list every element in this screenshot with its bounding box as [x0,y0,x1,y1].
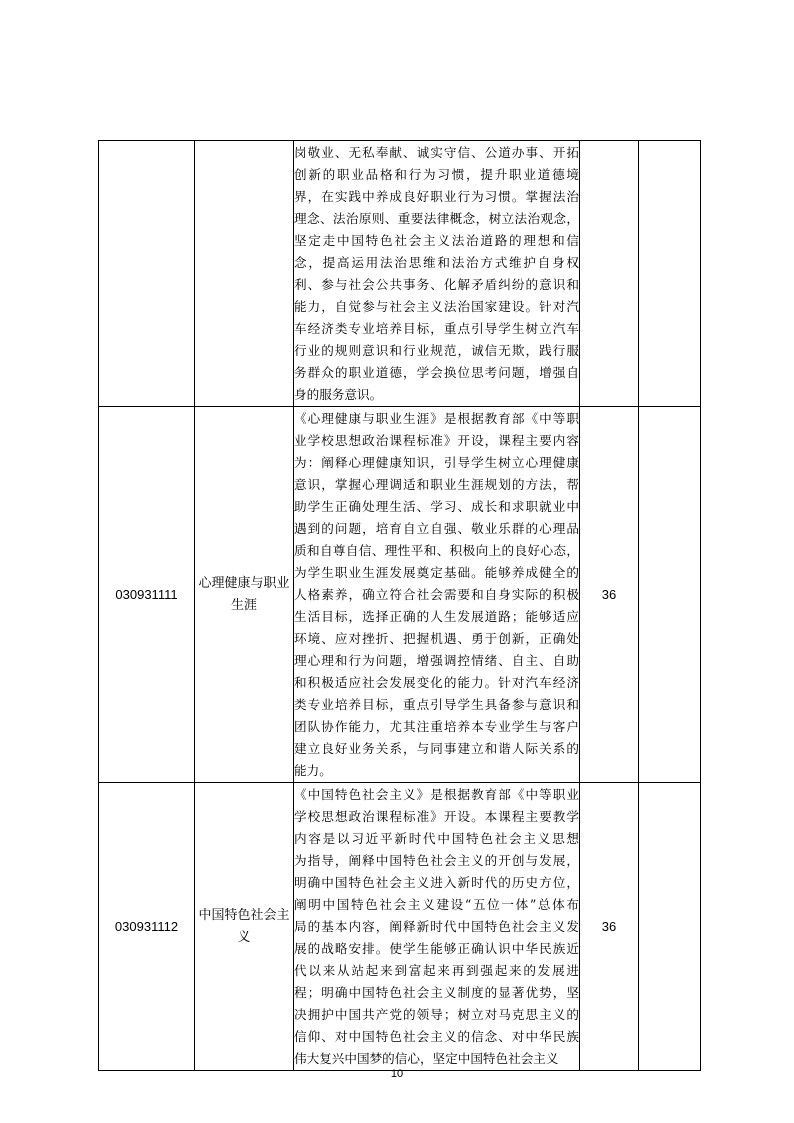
description-line: 团队协作能力，尤其注重培养本专业学生与客户 [294,719,579,734]
description-line: 展的战略安排。使学生能够正确认识中华民族近 [294,941,579,956]
description-line: 程；明确中国特色社会主义制度的显著优势，坚 [294,985,579,1000]
description-line: 遇到的问题，培育自立自强、敬业乐群的心理品 [294,521,579,536]
description-line: 身的服务意识。 [294,387,383,402]
course-name-cell: 心理健康与职业生涯 [195,407,294,783]
description-line: 环境、应对挫折、把握机遇、勇于创新，正确处 [294,631,579,646]
table-row [99,407,701,783]
description-line: 建立良好业务关系，与同事建立和谐人际关系的 [294,741,579,756]
course-table [98,140,701,1071]
description-line: 质和自尊自信、理性平和、积极向上的良好心态， [294,543,579,558]
description-line: 念，提高运用法治思维和法治方式维护自身权 [294,255,579,270]
page-number: 10 [390,1068,404,1080]
description-line: 能力。 [294,763,332,778]
course-description-cell [294,141,580,407]
course-hours-cell: 36 [580,407,639,783]
description-line: 坚定走中国特色社会主义法治道路的理想和信 [294,233,579,248]
description-line: 创新的职业品格和行为习惯，提升职业道德境 [294,167,579,182]
course-description-cell [294,407,580,783]
description-line: 明确中国特色社会主义进入新时代的历史方位， [294,875,579,890]
description-line: 业学校思想政治课程标准》开设，课程主要内容 [294,433,579,448]
course-code-cell: 030931112 [99,783,195,1071]
description-line: 意识，掌握心理调适和职业生涯规划的方法，帮 [294,477,579,492]
description-line: 为：阐释心理健康知识，引导学生树立心理健康 [294,455,579,470]
description-line: 阐明中国特色社会主义建设“五位一体”总体布 [294,897,579,912]
description-line: 伟大复兴中国梦的信心，坚定中国特色社会主义 [294,1051,559,1066]
course-code-cell: 030931111 [99,407,195,783]
empty-cell [639,783,701,1071]
description-line: 为学生职业生涯发展奠定基础。能够养成健全的 [294,565,579,580]
description-line: 信仰、对中国特色社会主义的信念、对中华民族 [294,1029,579,1044]
table-row [99,141,701,407]
description-line: 理念、法治原则、重要法律概念，树立法治观念， [294,211,579,226]
description-line: 能力，自觉参与社会主义法治国家建设。针对汽 [294,299,579,314]
description-line: 界，在实践中养成良好职业行为习惯。掌握法治 [294,189,579,204]
description-line: 代以来从站起来到富起来再到强起来的发展进 [294,963,579,978]
description-line: 《中国特色社会主义》是根据教育部《中等职业 [294,787,579,802]
description-line: 利、参与社会公共事务、化解矛盾纠纷的意识和 [294,277,579,292]
description-line: 内容是以习近平新时代中国特色社会主义思想 [294,831,579,846]
description-line: 理心理和行为问题，增强调控情绪、自主、自助 [294,653,579,668]
description-line: 局的基本内容，阐释新时代中国特色社会主义发 [294,919,579,934]
description-line: 岗敬业、无私奉献、诚实守信、公道办事、开拓 [294,145,579,160]
description-line: 《心理健康与职业生涯》是根据教育部《中等职 [294,411,579,426]
course-name-cell [195,141,294,407]
course-name-cell: 中国特色社会主义 [195,783,294,1071]
description-line: 助学生正确处理生活、学习、成长和求职就业中 [294,499,579,514]
description-line: 人格素养，确立符合社会需要和自身实际的积极 [294,587,579,602]
description-line: 生活目标，选择正确的人生发展道路；能够适应 [294,609,579,624]
description-line: 和积极适应社会发展变化的能力。针对汽车经济 [294,675,579,690]
empty-cell [639,141,701,407]
description-line: 行业的规则意识和行业规范，诚信无欺，践行服 [294,343,579,358]
description-line: 决拥护中国共产党的领导；树立对马克思主义的 [294,1007,579,1022]
course-hours-cell: 36 [580,783,639,1071]
course-code-cell [99,141,195,407]
description-line: 类专业培养目标，重点引导学生具备参与意识和 [294,697,579,712]
empty-cell [639,407,701,783]
description-line: 为指导，阐释中国特色社会主义的开创与发展， [294,853,579,868]
description-line: 学校思想政治课程标准》开设。本课程主要教学 [294,809,579,824]
table-row [99,783,701,1071]
description-line: 务群众的职业道德，学会换位思考问题，增强自 [294,365,579,380]
course-description-cell [294,783,580,1071]
course-hours-cell [580,141,639,407]
description-line: 车经济类专业培养目标，重点引导学生树立汽车 [294,321,579,336]
